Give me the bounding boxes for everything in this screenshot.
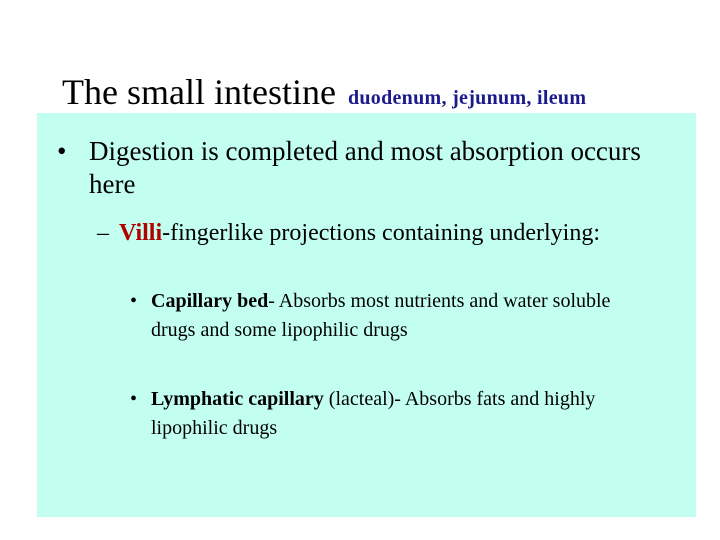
content-panel [37,113,696,517]
villi-term: Villi [119,220,163,246]
bullet-digestion [57,135,677,201]
bullet-capillary-bed [130,287,650,345]
lymphatic-capillary-line [151,385,650,443]
bullet-marker: • [57,136,67,166]
villi-line [119,218,657,248]
dash-marker: – [97,220,109,246]
bullet-lymphatic-capillary [130,385,650,443]
title-main: The small intestine [62,72,336,112]
capillary-bed-term: Capillary bed [151,290,269,312]
capillary-bed-description: - Absorbs most nutrients and water soluble drugs and some lipophilic drugs [151,290,611,341]
bullet-marker: • [130,388,138,410]
slide-title [62,74,586,110]
title-subtitle: duodenum, jejunum, ileum [347,87,587,109]
capillary-bed-line [151,287,650,345]
bullet-marker: • [130,290,138,312]
bullet-villi [97,218,657,248]
villi-description: -fingerlike projections containing underlying: [162,220,601,246]
bullet-text: Digestion is completed and most absorption occurs here [89,136,641,199]
lymphatic-capillary-term: Lymphatic capillary [151,388,324,410]
lymphatic-capillary-description: (lacteal)- Absorbs fats and highly lipophilic drugs [151,388,596,439]
